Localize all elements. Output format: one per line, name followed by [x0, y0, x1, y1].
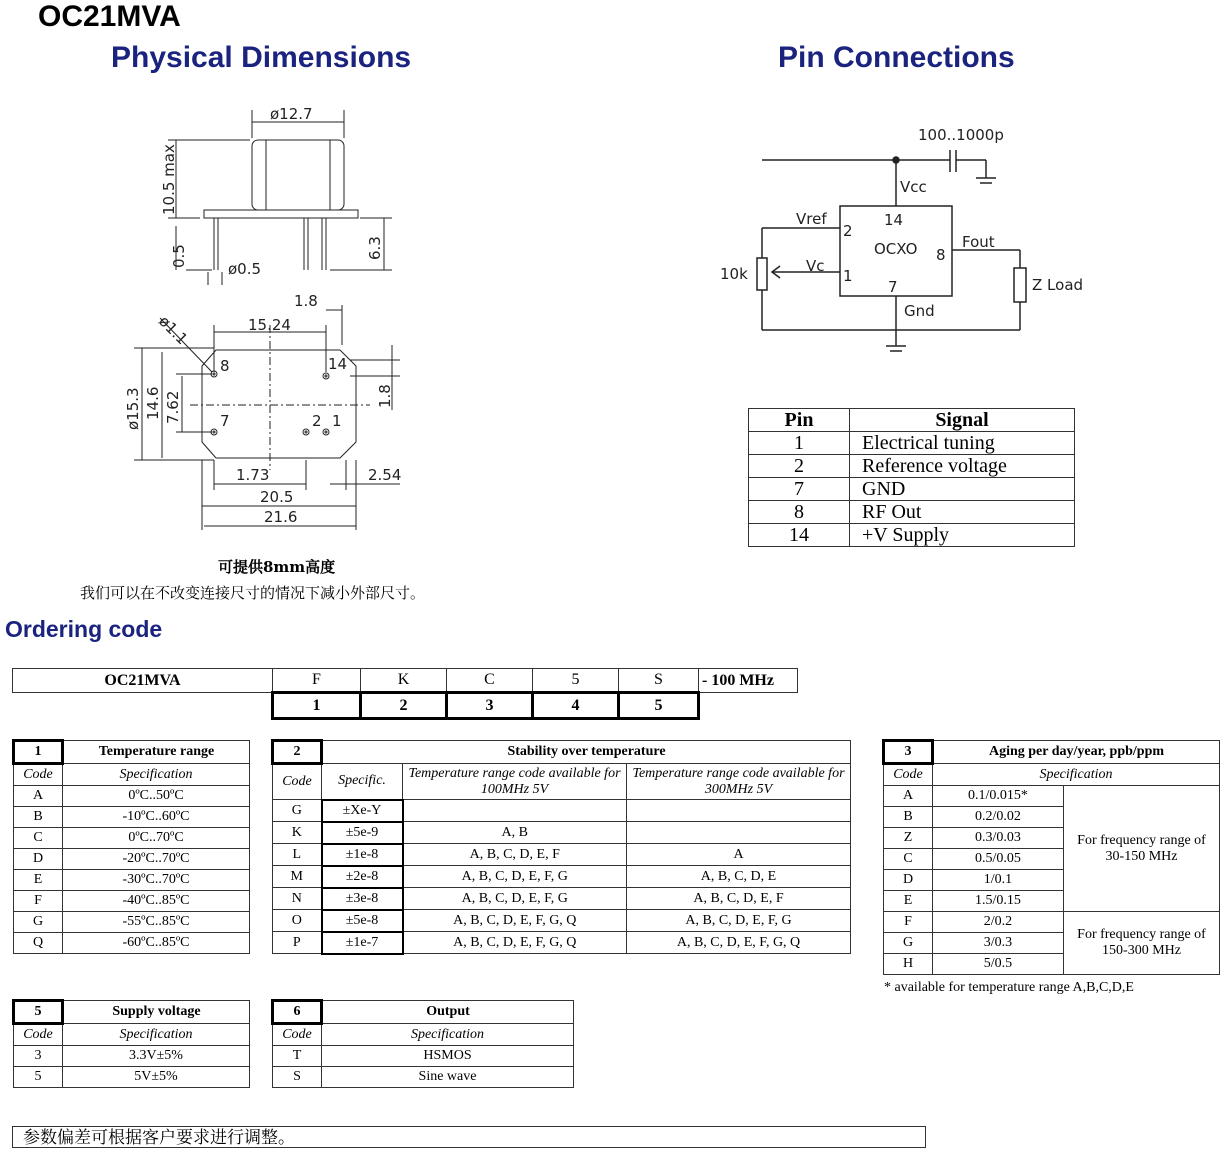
table-number: 3	[884, 741, 933, 764]
pin-cell: 14	[749, 524, 850, 547]
pin1-label: 1	[843, 267, 853, 285]
aging-table: 3 Aging per day/year, ppb/ppm Code Specification A 0.1/0.015* For frequency range of 30-150 MHz B 0.2/0.02 Z 0.3/0.03 C 0.5/0.05 D 1/0.1 E 1.5/0.15 F 2/0.2 For frequency range of 150-300 MHz G 3/0.3 H 5/0.5	[882, 739, 1220, 975]
signal-header: Signal	[850, 409, 1075, 432]
table-row: F 2/0.2 For frequency range of 150-300 MHz	[884, 912, 1220, 933]
fout-label: Fout	[962, 233, 995, 251]
table-row: B 0.2/0.02	[884, 807, 1220, 828]
range-150-300: For frequency range of 150-300 MHz	[1064, 912, 1220, 975]
table-row: 3 3.3V±5%	[14, 1046, 250, 1067]
pin-label-2: 2	[312, 412, 322, 430]
table-title: Temperature range	[63, 741, 250, 764]
vcc-label: Vcc	[900, 178, 927, 196]
table-row	[749, 501, 1075, 524]
dim-lead-0-5: 0.5	[170, 244, 188, 268]
signal-cell: Reference voltage	[850, 455, 1075, 478]
dim-14-6: 14.6	[144, 386, 162, 420]
table-row: C 0.5/0.05	[884, 849, 1220, 870]
table-row: L ±1e-8 A, B, C, D, E, F A	[273, 844, 851, 866]
table-row: D 1/0.1	[884, 870, 1220, 891]
table-row: G ±Xe-Y	[273, 800, 851, 822]
table-title: Stability over temperature	[322, 741, 851, 764]
signal-cell: +V Supply	[850, 524, 1075, 547]
dim-1-8-vertical: 1.8	[376, 384, 394, 408]
footer-note: 参数偏差可根据客户要求进行调整。	[12, 1126, 926, 1148]
z-load-label: Z Load	[1032, 276, 1084, 294]
table-number: 2	[273, 741, 322, 764]
pin-connections-title: Pin Connections	[778, 41, 1015, 74]
signal-cell: RF Out	[850, 501, 1075, 524]
dim-2-54: 2.54	[368, 466, 402, 484]
order-code-3: C	[447, 669, 533, 693]
dim-20-5: 20.5	[260, 488, 294, 506]
vc-label: Vc	[806, 257, 825, 275]
table-row: P ±1e-7 A, B, C, D, E, F, G, Q A, B, C, D, E, F, G, Q	[273, 932, 851, 954]
table-row: N ±3e-8 A, B, C, D, E, F, G A, B, C, D, E, F	[273, 888, 851, 910]
table-row	[749, 524, 1075, 547]
table-row: T HSMOS	[273, 1046, 574, 1067]
dim-7-62: 7.62	[164, 390, 182, 424]
pin-cell: 2	[749, 455, 850, 478]
dimension-drawing	[120, 100, 440, 540]
pin8-label: 8	[936, 246, 946, 264]
pin-cell: 7	[749, 478, 850, 501]
table-row: Q -60ºC..85ºC	[14, 933, 250, 954]
table-row	[749, 478, 1075, 501]
signal-cell: GND	[850, 478, 1075, 501]
model-title: OC21MVA	[38, 0, 181, 33]
base-plate	[204, 210, 358, 218]
pin-cell: 1	[749, 432, 850, 455]
order-num-3: 3	[447, 693, 533, 719]
table-row: M ±2e-8 A, B, C, D, E, F, G A, B, C, D, E	[273, 866, 851, 888]
pin-cell: 8	[749, 501, 850, 524]
gnd-label: Gnd	[904, 302, 935, 320]
stability-table: 2 Stability over temperature Code Specific. Temperature range code available for 100MHz 5V Temperature range code available for 300MHz 5V G ±Xe-Y K ±5e-9 A, B L ±1e-8 A, B, C, D, E, F A M ±2e-8 A, B, C, D, E, F, G A, B, C, D, E N ±3e-8 A, B, C, D, E, F, G A, B, C, D, E, F O ±5e-8 A, B, C, D, E, F, G, Q A, B, C, D, E, F, G P ±1e-7 A, B, C, D, E, F, G, Q A, B, C, D, E, F, G, Q	[271, 739, 851, 955]
table-row: B -10ºC..60ºC	[14, 807, 250, 828]
column-header: Code	[14, 764, 63, 786]
table-title: Aging per day/year, ppb/ppm	[933, 741, 1220, 764]
table-row: H 5/0.5	[884, 954, 1220, 975]
table-row	[749, 432, 1075, 455]
pin-label-1: 1	[332, 412, 342, 430]
cap-label: 100..1000p	[918, 126, 1004, 144]
note-8mm-height: 可提供8mm高度	[218, 558, 336, 576]
pin-label-8: 8	[220, 357, 230, 375]
order-code-table	[12, 668, 798, 720]
pin7-label: 7	[888, 278, 898, 296]
order-code-2: K	[361, 669, 447, 693]
ordering-code-title: Ordering code	[5, 616, 163, 642]
z-load	[1014, 268, 1026, 302]
dim-1-8: 1.8	[294, 292, 318, 310]
table-row	[749, 455, 1075, 478]
table-row: E 1.5/0.15	[884, 891, 1220, 912]
dim-pin-dia: ø0.5	[228, 260, 262, 278]
table-row: S Sine wave	[273, 1067, 574, 1088]
table-row: K ±5e-9 A, B	[273, 822, 851, 844]
order-frequency: - 100 MHz	[699, 669, 798, 693]
pin-label-7: 7	[220, 412, 230, 430]
table-row: A 0ºC..50ºC	[14, 786, 250, 807]
dim-height-6-3: 6.3	[366, 236, 384, 260]
column-header: Specification	[63, 764, 250, 786]
dim-hole-dia: ø1.1	[155, 312, 192, 349]
output-table: 6 Output Code Specification T HSMOS S Sine wave	[271, 999, 574, 1088]
resistor-label: 10k	[720, 265, 748, 283]
table-number: 1	[14, 741, 63, 764]
table-number: 6	[273, 1001, 322, 1024]
pin-header: Pin	[749, 409, 850, 432]
pin14-label: 14	[884, 211, 904, 229]
temperature-range-table	[12, 739, 250, 954]
table-row: A 0.1/0.015* For frequency range of 30-150 MHz	[884, 786, 1220, 807]
order-code-5: S	[619, 669, 699, 693]
signal-cell: Electrical tuning	[850, 432, 1075, 455]
ocxo-label: OCXO	[874, 240, 918, 258]
supply-voltage-table: 5 Supply voltage Code Specification 3 3.3V±5% 5 5V±5%	[12, 999, 250, 1088]
table-row: 5 5V±5%	[14, 1067, 250, 1088]
pin-table	[748, 408, 1075, 547]
pin2-label: 2	[843, 222, 853, 240]
order-num-2: 2	[361, 693, 447, 719]
vref-label: Vref	[796, 210, 827, 228]
aging-footnote: * available for temperature range A,B,C,D,E	[884, 980, 1134, 995]
order-code-1: F	[273, 669, 361, 693]
physical-dimensions-title: Physical Dimensions	[111, 41, 412, 74]
pin-label-14: 14	[328, 355, 348, 373]
table-row: G -55ºC..85ºC	[14, 912, 250, 933]
pin-table-header	[749, 409, 1075, 432]
order-code-4: 5	[533, 669, 619, 693]
resistor-10k	[757, 258, 767, 290]
table-row: O ±5e-8 A, B, C, D, E, F, G, Q A, B, C, D, E, F, G	[273, 910, 851, 932]
table-row: C 0ºC..70ºC	[14, 828, 250, 849]
table-row: F -40ºC..85ºC	[14, 891, 250, 912]
order-num-1: 1	[273, 693, 361, 719]
order-num-5: 5	[619, 693, 699, 719]
dim-21-6: 21.6	[264, 508, 298, 526]
range-30-150: For frequency range of 30-150 MHz	[1064, 786, 1220, 912]
table-title: Supply voltage	[63, 1001, 250, 1024]
order-num-4: 4	[533, 693, 619, 719]
dim-15-24: 15.24	[248, 316, 291, 334]
dim-height-10-5: 10.5 max	[160, 144, 178, 215]
table-row: G 3/0.3	[884, 933, 1220, 954]
order-model: OC21MVA	[13, 669, 273, 693]
table-title: Output	[322, 1001, 574, 1024]
table-row: D -20ºC..70ºC	[14, 849, 250, 870]
table-row: Z 0.3/0.03	[884, 828, 1220, 849]
pin-connection-schematic	[700, 120, 1100, 360]
table-number: 5	[14, 1001, 63, 1024]
note-dimensions: 我们可以在不改变连接尺寸的情况下减小外部尺寸。	[80, 584, 426, 602]
dim-1-73: 1.73	[236, 466, 270, 484]
table-row: E -30ºC..70ºC	[14, 870, 250, 891]
dim-dia-12-7: ø12.7	[270, 105, 313, 123]
dim-dia-15-3: ø15.3	[124, 387, 142, 430]
